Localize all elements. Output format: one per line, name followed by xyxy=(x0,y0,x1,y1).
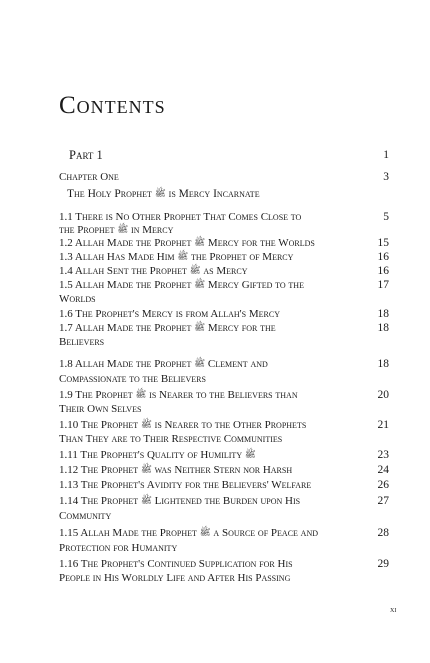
toc-page-number: 20 xyxy=(377,389,389,401)
toc-page-number: 18 xyxy=(377,308,389,320)
honorific-glyph: ﷺ xyxy=(177,251,189,261)
honorific-glyph: ﷺ xyxy=(140,495,152,505)
toc-entry-text: 1.6 The Prophet's Mercy is from Allah's Mercy xyxy=(59,308,280,320)
toc-entry-text: 1.16 The Prophet's Continued Supplication for His xyxy=(59,558,293,570)
toc-entry-text: Worlds xyxy=(59,293,96,305)
toc-entry-text: 1.2 Allah Made the Prophet ﷺ Mercy for the Worlds xyxy=(59,237,315,249)
toc-entry-text: 1.13 The Prophet's Avidity for the Believers' Welfare xyxy=(59,479,312,491)
toc-entry-text: 1.8 Allah Made the Prophet ﷺ Clement and xyxy=(59,358,268,370)
toc-entry-text: Believers xyxy=(59,336,105,348)
toc-entry-text: 1.10 The Prophet ﷺ is Nearer to the Other Prophets xyxy=(59,419,307,431)
toc-entry-text: Protection for Humanity xyxy=(59,542,178,554)
honorific-glyph: ﷺ xyxy=(194,322,206,332)
toc-page-number: 29 xyxy=(377,558,389,570)
honorific-glyph: ﷺ xyxy=(199,527,211,537)
toc-page-number: 18 xyxy=(377,358,389,370)
toc-page-number: 5 xyxy=(383,211,389,223)
toc-page-number: 15 xyxy=(377,237,389,249)
toc-page-number: 21 xyxy=(377,419,389,431)
toc-entry-text: 1.11 The Prophet's Quality of Humility ﷺ xyxy=(59,449,256,461)
toc-entry-text: 1.3 Allah Has Made Him ﷺ the Prophet of Mercy xyxy=(59,251,294,263)
toc-entry-text: 1.15 Allah Made the Prophet ﷺ a Source of Peace and xyxy=(59,527,318,539)
toc-entry-text: 1.14 The Prophet ﷺ Lightened the Burden upon His xyxy=(59,495,301,507)
toc-entry-text: Community xyxy=(59,510,112,522)
toc-entry-text: 1.1 There is No Other Prophet That Comes Close to xyxy=(59,211,302,223)
honorific-glyph: ﷺ xyxy=(189,265,201,275)
honorific-glyph: ﷺ xyxy=(154,188,166,198)
toc-page-number: 24 xyxy=(377,464,389,476)
toc-entry-text: the Prophet ﷺ in Mercy xyxy=(59,224,174,236)
toc-entry-text: Compassionate to the Believers xyxy=(59,373,206,385)
toc-entry-text: 1.9 The Prophet ﷺ is Nearer to the Believers than xyxy=(59,389,298,401)
honorific-glyph: ﷺ xyxy=(135,389,147,399)
honorific-glyph: ﷺ xyxy=(140,464,152,474)
toc-page-number: 16 xyxy=(377,265,389,277)
toc-entry-text: 1.4 Allah Sent the Prophet ﷺ as Mercy xyxy=(59,265,248,277)
toc-page-number: 23 xyxy=(377,449,389,461)
toc-entry-text: 1.7 Allah Made the Prophet ﷺ Mercy for the xyxy=(59,322,276,334)
toc-entry-text: 1.5 Allah Made the Prophet ﷺ Mercy Gifted to the xyxy=(59,279,304,291)
honorific-glyph: ﷺ xyxy=(117,224,129,234)
page-folio: xi xyxy=(390,605,397,614)
toc-page-number: 18 xyxy=(377,322,389,334)
honorific-glyph: ﷺ xyxy=(140,419,152,429)
toc-entry-text: People in His Worldly Life and After His Passing xyxy=(59,572,291,584)
toc-entry-text: The Holy Prophet ﷺ is Mercy Incarnate xyxy=(67,188,260,200)
honorific-glyph: ﷺ xyxy=(194,237,206,247)
toc-entry-text: 1.12 The Prophet ﷺ was Neither Stern nor Harsh xyxy=(59,464,293,476)
toc-page-number: 3 xyxy=(383,171,389,183)
honorific-glyph: ﷺ xyxy=(244,449,256,459)
toc-entry-text: Part 1 xyxy=(69,148,103,162)
toc-page-number: 27 xyxy=(377,495,389,507)
honorific-glyph: ﷺ xyxy=(194,358,206,368)
toc-page-number: 28 xyxy=(377,527,389,539)
toc-page-number: 1 xyxy=(383,149,389,161)
honorific-glyph: ﷺ xyxy=(194,279,206,289)
toc-entry-text: Than They are to Their Respective Communities xyxy=(59,433,283,445)
toc-entry-text: Their Own Selves xyxy=(59,403,142,415)
page-title: Contents xyxy=(59,92,166,119)
toc-page-number: 16 xyxy=(377,251,389,263)
toc-entry-text: Chapter One xyxy=(59,171,119,183)
toc-page-number: 17 xyxy=(377,279,389,291)
toc-page-number: 26 xyxy=(377,479,389,491)
